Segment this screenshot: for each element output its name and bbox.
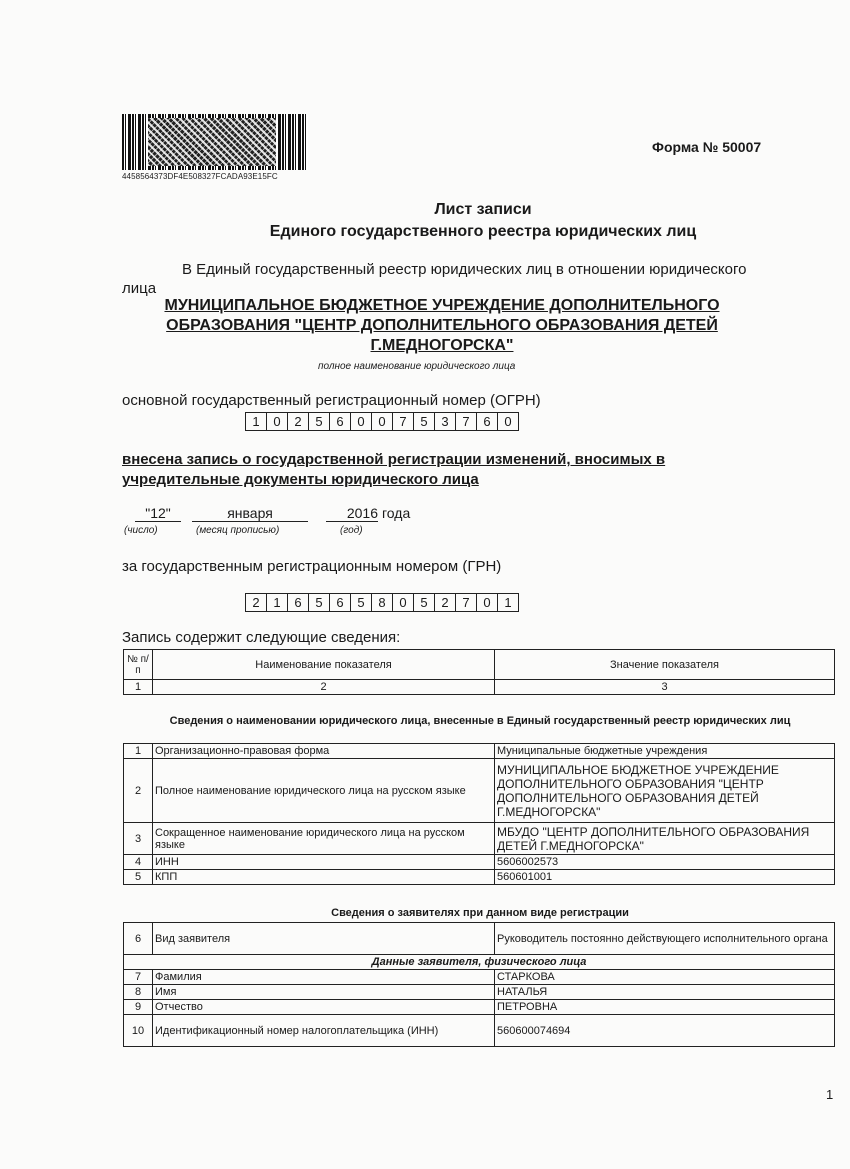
record-description-line2: учредительные документы юридического лица: [122, 471, 479, 488]
year-caption: (год): [340, 525, 363, 536]
applicants-table: [123, 922, 835, 1047]
ogrn-digit: 0: [267, 412, 288, 431]
row-number: 9: [124, 1000, 153, 1015]
row-name: Фамилия: [153, 970, 495, 985]
grn-digit: 2: [245, 593, 267, 612]
row-name: Вид заявителя: [153, 923, 495, 955]
row-value: НАТАЛЬЯ: [495, 985, 835, 1000]
row-name: Сокращенное наименование юридического лица на русском языке: [153, 823, 495, 855]
entity-name-line1: МУНИЦИПАЛЬНОЕ БЮДЖЕТНОЕ УЧРЕЖДЕНИЕ ДОПОЛНИТЕЛЬНОГО: [164, 297, 720, 314]
date-suffix: года: [382, 505, 411, 521]
grn-digit: 6: [330, 593, 351, 612]
grn-digit: 5: [351, 593, 372, 612]
ogrn-digit: 7: [456, 412, 477, 431]
row-name: Имя: [153, 985, 495, 1000]
grn-digit: 0: [393, 593, 414, 612]
row-number: 3: [124, 823, 153, 855]
table-row: [124, 1015, 835, 1047]
row-number: 8: [124, 985, 153, 1000]
ogrn-cells: [245, 412, 519, 431]
day-caption: (число): [124, 525, 158, 536]
record-description: [122, 450, 772, 490]
entity-name-line2: ОБРАЗОВАНИЯ "ЦЕНТР ДОПОЛНИТЕЛЬНОГО ОБРАЗОВАНИЯ ДЕТЕЙ: [166, 317, 718, 334]
section-title-applicants: Сведения о заявителях при данном виде регистрации: [331, 907, 629, 919]
row-value: Руководитель постоянно действующего исполнительного органа: [495, 923, 835, 955]
ogrn-digit: 0: [372, 412, 393, 431]
row-number: 5: [124, 870, 153, 885]
grn-digit: 1: [498, 593, 519, 612]
col-value-index: 3: [495, 680, 835, 695]
ogrn-digit: 2: [288, 412, 309, 431]
row-number: 7: [124, 970, 153, 985]
name-info-table: [123, 743, 835, 885]
col-name-index: 2: [153, 680, 495, 695]
grn-digit: 6: [288, 593, 309, 612]
ogrn-digit: 3: [435, 412, 456, 431]
table-row: [124, 985, 835, 1000]
col-number-header: № п/п: [124, 650, 153, 680]
barcode: [122, 114, 308, 170]
row-value: 5606002573: [495, 855, 835, 870]
col-number-index: 1: [124, 680, 153, 695]
row-name: КПП: [153, 870, 495, 885]
document-subtitle: Единого государственного реестра юридических лиц: [269, 223, 697, 240]
ogrn-label: основной государственный регистрационный номер (ОГРН): [122, 392, 541, 409]
header-table: [123, 649, 835, 695]
ogrn-digit: 6: [477, 412, 498, 431]
ogrn-digit: 5: [309, 412, 330, 431]
grn-digit: 8: [372, 593, 393, 612]
row-value: Муниципальные бюджетные учреждения: [495, 744, 835, 759]
grn-cells: [245, 593, 519, 612]
intro-text-cont: лица: [122, 280, 157, 297]
ogrn-digit: 5: [414, 412, 435, 431]
table-row: [124, 870, 835, 885]
row-number: 6: [124, 923, 153, 955]
grn-digit: 5: [309, 593, 330, 612]
grn-digit: 5: [414, 593, 435, 612]
grn-digit: 2: [435, 593, 456, 612]
entity-name-line3: Г.МЕДНОГОРСКА": [370, 337, 514, 354]
document-title: Лист записи: [434, 201, 532, 218]
row-name: Идентификационный номер налогоплательщика (ИНН): [153, 1015, 495, 1047]
table-row: [124, 970, 835, 985]
row-name: ИНН: [153, 855, 495, 870]
section-title-name-info: Сведения о наименовании юридического лица, внесенные в Единый государственный реестр юридических лиц: [169, 715, 791, 727]
row-value: 560600074694: [495, 1015, 835, 1047]
entity-name-caption: полное наименование юридического лица: [318, 361, 516, 372]
grn-digit: 1: [267, 593, 288, 612]
page-number: 1: [826, 1087, 834, 1102]
form-number: Форма № 50007: [652, 139, 762, 155]
table-row: [124, 759, 835, 823]
grn-digit: 7: [456, 593, 477, 612]
row-name: Организационно-правовая форма: [153, 744, 495, 759]
contains-label: Запись содержит следующие сведения:: [122, 629, 401, 646]
date-month: января: [192, 505, 308, 522]
row-name: Полное наименование юридического лица на русском языке: [153, 759, 495, 823]
row-number: 10: [124, 1015, 153, 1047]
intro-text: В Единый государственный реестр юридических лиц в отношении юридического: [182, 261, 747, 278]
table-row: [124, 1000, 835, 1015]
row-number: 4: [124, 855, 153, 870]
applicant-data-subheader: Данные заявителя, физического лица: [124, 955, 835, 970]
ogrn-digit: 0: [351, 412, 372, 431]
col-name-header: Наименование показателя: [153, 650, 495, 680]
table-row: [124, 823, 835, 855]
row-value: СТАРКОВА: [495, 970, 835, 985]
ogrn-digit: 7: [393, 412, 414, 431]
month-caption: (месяц прописью): [196, 525, 280, 536]
row-value: МБУДО "ЦЕНТР ДОПОЛНИТЕЛЬНОГО ОБРАЗОВАНИЯ ДЕТЕЙ Г.МЕДНОГОРСКА": [495, 823, 835, 855]
col-value-header: Значение показателя: [495, 650, 835, 680]
ogrn-digit: 0: [498, 412, 519, 431]
row-number: 2: [124, 759, 153, 823]
barcode-text: 4458564373DF4E508327FCADA93E15FC: [122, 172, 278, 181]
table-row: [124, 923, 835, 955]
row-name: Отчество: [153, 1000, 495, 1015]
grn-digit: 0: [477, 593, 498, 612]
row-number: 1: [124, 744, 153, 759]
record-description-line1: внесена запись о государственной регистрации изменений, вносимых в: [122, 451, 666, 468]
table-row: [124, 855, 835, 870]
ogrn-digit: 1: [245, 412, 267, 431]
row-value: ПЕТРОВНА: [495, 1000, 835, 1015]
grn-label: за государственным регистрационным номером (ГРН): [122, 558, 502, 575]
date-day: "12": [135, 505, 181, 522]
date-year: 2016: [326, 505, 378, 522]
entity-name: [122, 296, 762, 356]
table-row: [124, 744, 835, 759]
row-value: 560601001: [495, 870, 835, 885]
ogrn-digit: 6: [330, 412, 351, 431]
row-value: МУНИЦИПАЛЬНОЕ БЮДЖЕТНОЕ УЧРЕЖДЕНИЕ ДОПОЛНИТЕЛЬНОГО ОБРАЗОВАНИЯ "ЦЕНТР ДОПОЛНИТЕЛЬНОГО ОБРАЗОВАНИЯ ДЕТЕЙ Г.МЕДНОГОРСКА": [495, 759, 835, 823]
table-subheader: [124, 955, 835, 970]
